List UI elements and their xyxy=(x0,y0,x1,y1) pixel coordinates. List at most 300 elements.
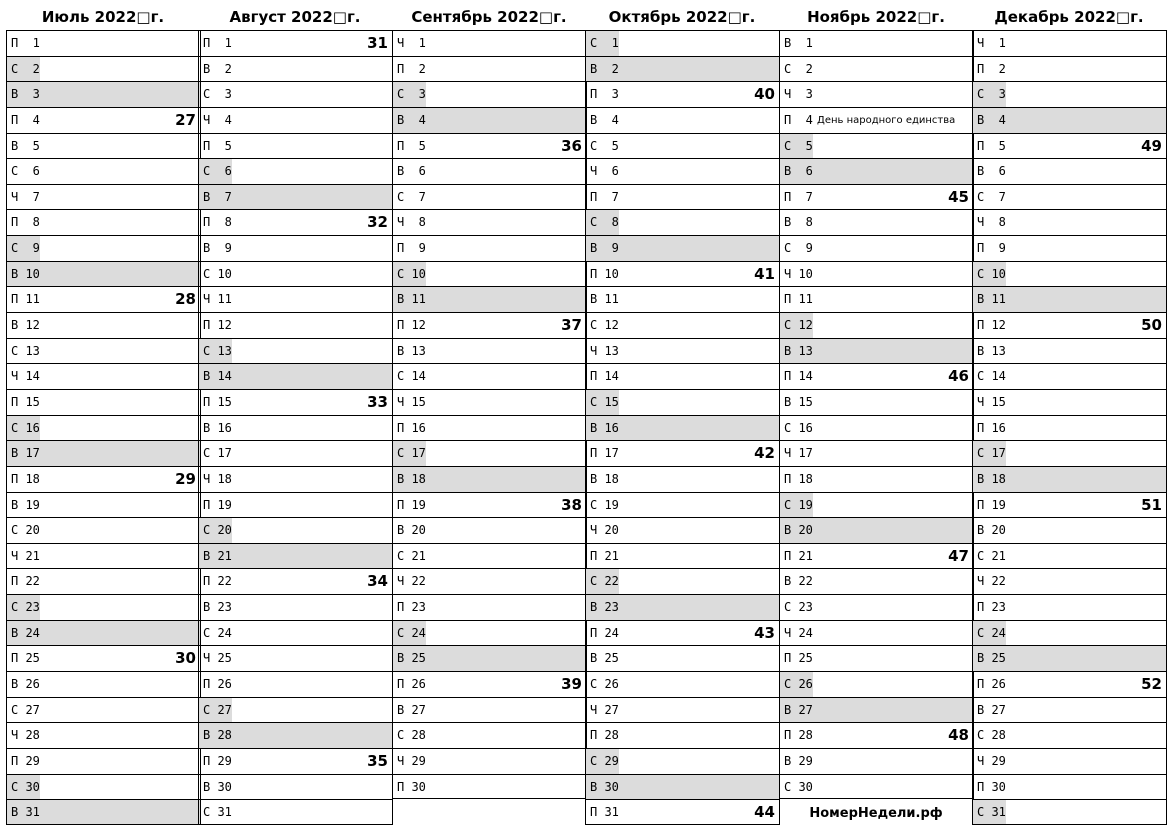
month-column xyxy=(779,0,973,827)
day-cell xyxy=(585,568,779,594)
day-label: Ч 8 xyxy=(397,215,426,230)
day-cell xyxy=(972,363,1166,389)
day-label: С 8 xyxy=(590,215,619,230)
day-label: С 7 xyxy=(397,189,426,204)
day-label: П 4 xyxy=(11,112,40,127)
day-cell xyxy=(6,56,200,82)
day-cell xyxy=(198,133,392,159)
day-label: С 3 xyxy=(397,87,426,102)
day-cell xyxy=(779,620,973,646)
day-label: С 14 xyxy=(977,369,1006,384)
day-cell xyxy=(392,312,586,338)
month-title: Июль 2022□г. xyxy=(41,8,165,26)
day-cell xyxy=(585,440,779,466)
day-label: В 13 xyxy=(977,343,1006,358)
day-label: С 28 xyxy=(397,728,426,743)
day-label: В 16 xyxy=(203,420,232,435)
column-divider xyxy=(972,30,973,825)
day-cell xyxy=(972,107,1166,133)
day-label: П 18 xyxy=(11,471,40,486)
day-label: В 13 xyxy=(784,343,813,358)
day-cell xyxy=(198,440,392,466)
day-cell xyxy=(198,286,392,312)
day-label: С 28 xyxy=(977,728,1006,743)
day-cell xyxy=(198,389,392,415)
day-cell xyxy=(585,286,779,312)
day-label: П 28 xyxy=(784,728,813,743)
day-cell xyxy=(198,209,392,235)
day-cell xyxy=(6,81,200,107)
day-cell xyxy=(392,363,586,389)
day-cell xyxy=(779,645,973,671)
week-number: 31 xyxy=(367,34,388,52)
day-cell xyxy=(972,286,1166,312)
month-column xyxy=(585,0,779,827)
day-label: Ч 1 xyxy=(977,36,1006,50)
day-cell xyxy=(779,184,973,210)
day-cell xyxy=(972,440,1166,466)
day-label: В 6 xyxy=(784,164,813,179)
day-label: В 4 xyxy=(590,112,619,127)
day-label: В 5 xyxy=(11,138,40,153)
day-label: Ч 29 xyxy=(977,753,1006,768)
week-number: 44 xyxy=(754,803,775,822)
day-label: П 4 xyxy=(784,112,813,127)
day-cell xyxy=(6,620,200,646)
day-label: В 4 xyxy=(397,112,426,127)
day-label: В 11 xyxy=(397,292,426,307)
day-cell xyxy=(392,594,586,620)
day-label: Ч 7 xyxy=(11,189,40,204)
day-cell xyxy=(585,235,779,261)
day-cell xyxy=(6,30,200,56)
day-label: П 11 xyxy=(784,292,813,307)
day-cell xyxy=(585,107,779,133)
day-cell xyxy=(392,56,586,82)
day-label: П 26 xyxy=(397,677,426,692)
day-cell xyxy=(392,286,586,312)
day-cell xyxy=(392,235,586,261)
day-cell xyxy=(779,81,973,107)
week-number: 42 xyxy=(754,444,775,463)
day-cell xyxy=(392,338,586,364)
week-number: 32 xyxy=(367,213,388,232)
day-label: С 27 xyxy=(203,702,232,717)
day-label: П 2 xyxy=(397,61,426,76)
day-cell xyxy=(972,594,1166,620)
column-divider xyxy=(779,30,780,800)
week-number: 29 xyxy=(175,469,196,488)
day-label: В 11 xyxy=(977,292,1006,307)
day-label: П 29 xyxy=(203,753,232,768)
day-label: С 3 xyxy=(203,87,232,102)
day-cell xyxy=(198,748,392,774)
day-cell xyxy=(972,645,1166,671)
day-cell xyxy=(972,799,1166,825)
week-number: 46 xyxy=(948,367,969,386)
week-number: 49 xyxy=(1141,136,1162,155)
day-label: П 10 xyxy=(590,266,619,281)
day-label: Ч 15 xyxy=(977,394,1006,409)
month-column xyxy=(972,0,1166,827)
day-cell xyxy=(972,517,1166,543)
day-label: В 27 xyxy=(784,702,813,717)
day-cell xyxy=(392,645,586,671)
day-cell xyxy=(392,722,586,748)
day-cell xyxy=(392,774,586,800)
day-label: В 3 xyxy=(11,87,40,102)
day-label: С 26 xyxy=(784,677,813,692)
day-cell xyxy=(972,722,1166,748)
day-cell xyxy=(585,415,779,441)
day-label: В 21 xyxy=(203,548,232,563)
day-label: Ч 6 xyxy=(590,164,619,179)
day-label: Ч 14 xyxy=(11,369,40,384)
day-label: Ч 24 xyxy=(784,625,813,640)
day-cell xyxy=(585,594,779,620)
day-cell xyxy=(6,440,200,466)
column-divider xyxy=(392,30,393,800)
day-label: В 18 xyxy=(397,471,426,486)
day-label: Ч 22 xyxy=(977,574,1006,589)
day-label: П 7 xyxy=(590,189,619,204)
day-label: Ч 1 xyxy=(397,36,426,50)
day-label: С 23 xyxy=(784,600,813,615)
day-label: В 23 xyxy=(590,600,619,615)
day-cell xyxy=(779,56,973,82)
day-label: С 31 xyxy=(977,805,1006,820)
day-label: П 9 xyxy=(397,241,426,256)
day-label: П 29 xyxy=(11,753,40,768)
day-cell xyxy=(392,517,586,543)
day-label: Ч 11 xyxy=(203,292,232,307)
day-label: П 16 xyxy=(977,420,1006,435)
day-cell xyxy=(392,30,586,56)
day-label: В 9 xyxy=(203,241,232,256)
day-label: П 14 xyxy=(590,369,619,384)
day-label: П 5 xyxy=(203,138,232,153)
day-cell xyxy=(198,671,392,697)
week-number: 30 xyxy=(175,649,196,668)
day-label: С 20 xyxy=(11,523,40,538)
day-label: В 31 xyxy=(11,805,40,820)
day-label: В 18 xyxy=(590,471,619,486)
day-cell xyxy=(392,543,586,569)
day-cell xyxy=(585,363,779,389)
day-cell xyxy=(198,107,392,133)
day-label: П 17 xyxy=(590,446,619,461)
day-cell xyxy=(585,748,779,774)
day-label: С 16 xyxy=(11,420,40,435)
day-label: С 10 xyxy=(977,266,1006,281)
day-cell xyxy=(972,261,1166,287)
day-cell xyxy=(972,671,1166,697)
day-cell xyxy=(779,517,973,543)
day-label: Ч 10 xyxy=(784,266,813,281)
day-label: С 21 xyxy=(397,548,426,563)
month-title: Декабрь 2022□г. xyxy=(994,8,1144,26)
day-label: П 8 xyxy=(11,215,40,230)
day-label: П 23 xyxy=(977,600,1006,615)
day-label: П 21 xyxy=(784,548,813,563)
day-cell xyxy=(972,415,1166,441)
day-cell xyxy=(198,184,392,210)
day-label: С 9 xyxy=(11,241,40,256)
day-label: С 17 xyxy=(203,446,232,461)
day-label: В 20 xyxy=(784,523,813,538)
day-label: П 1 xyxy=(11,36,40,50)
day-label: С 23 xyxy=(11,600,40,615)
day-cell xyxy=(6,389,200,415)
day-cell xyxy=(779,30,973,56)
day-label: С 15 xyxy=(590,394,619,409)
day-cell xyxy=(779,158,973,184)
day-label: Ч 25 xyxy=(203,651,232,666)
day-cell xyxy=(779,671,973,697)
day-cell xyxy=(198,645,392,671)
day-cell xyxy=(779,492,973,518)
day-label: В 20 xyxy=(397,523,426,538)
day-cell xyxy=(972,184,1166,210)
week-number: 37 xyxy=(561,316,582,335)
day-cell xyxy=(198,363,392,389)
day-cell xyxy=(198,466,392,492)
day-label: В 7 xyxy=(203,189,232,204)
day-cell xyxy=(585,389,779,415)
day-cell xyxy=(779,389,973,415)
day-cell xyxy=(6,517,200,543)
day-cell xyxy=(585,543,779,569)
day-cell xyxy=(392,158,586,184)
month-title: Сентябрь 2022□г. xyxy=(411,8,567,26)
day-label: В 13 xyxy=(397,343,426,358)
day-cell xyxy=(6,415,200,441)
day-label: С 3 xyxy=(977,87,1006,102)
day-cell xyxy=(779,235,973,261)
day-cell xyxy=(972,338,1166,364)
day-cell xyxy=(392,671,586,697)
day-label: В 30 xyxy=(590,779,619,794)
day-cell xyxy=(198,81,392,107)
holiday-note: День народного единства xyxy=(817,114,956,126)
day-label: П 28 xyxy=(590,728,619,743)
day-label: П 11 xyxy=(11,292,40,307)
day-label: С 22 xyxy=(590,574,619,589)
day-cell xyxy=(6,312,200,338)
day-label: С 14 xyxy=(397,369,426,384)
day-label: Ч 15 xyxy=(397,394,426,409)
day-cell xyxy=(392,81,586,107)
day-label: С 17 xyxy=(977,446,1006,461)
month-title: Октябрь 2022□г. xyxy=(608,8,756,26)
day-cell xyxy=(779,697,973,723)
week-number: 34 xyxy=(367,572,388,591)
week-number: 52 xyxy=(1141,675,1162,694)
week-number: 40 xyxy=(754,85,775,104)
day-label: В 14 xyxy=(203,369,232,384)
day-label: С 30 xyxy=(11,779,40,794)
day-cell xyxy=(779,466,973,492)
day-label: В 4 xyxy=(977,112,1006,127)
day-cell xyxy=(6,286,200,312)
day-cell xyxy=(972,133,1166,159)
day-cell xyxy=(198,697,392,723)
day-cell xyxy=(585,133,779,159)
day-label: П 31 xyxy=(590,805,619,820)
day-label: В 27 xyxy=(977,702,1006,717)
day-cell xyxy=(6,722,200,748)
day-label: В 27 xyxy=(397,702,426,717)
day-label: В 1 xyxy=(784,36,813,50)
day-label: Ч 4 xyxy=(203,112,232,127)
day-cell xyxy=(198,261,392,287)
day-cell xyxy=(6,184,200,210)
day-label: С 1 xyxy=(590,36,619,50)
day-cell xyxy=(198,517,392,543)
week-number: 48 xyxy=(948,726,969,745)
day-label: В 24 xyxy=(11,625,40,640)
day-cell xyxy=(585,620,779,646)
day-cell xyxy=(6,158,200,184)
day-cell xyxy=(198,56,392,82)
day-cell xyxy=(972,492,1166,518)
day-label: В 28 xyxy=(203,728,232,743)
day-cell xyxy=(6,133,200,159)
day-label: С 7 xyxy=(977,189,1006,204)
day-cell xyxy=(972,748,1166,774)
day-label: П 15 xyxy=(203,394,232,409)
day-cell xyxy=(392,389,586,415)
day-label: Ч 20 xyxy=(590,523,619,538)
week-number: 28 xyxy=(175,290,196,309)
week-number: 50 xyxy=(1141,316,1162,335)
day-cell xyxy=(779,107,973,133)
day-label: П 19 xyxy=(977,497,1006,512)
week-number: 47 xyxy=(948,546,969,565)
day-label: С 31 xyxy=(203,805,232,820)
day-cell xyxy=(779,261,973,287)
day-cell xyxy=(585,517,779,543)
day-label: С 29 xyxy=(590,753,619,768)
week-number: 45 xyxy=(948,187,969,206)
day-cell xyxy=(198,158,392,184)
day-label: С 20 xyxy=(203,523,232,538)
day-cell xyxy=(6,697,200,723)
day-cell xyxy=(972,568,1166,594)
day-label: П 5 xyxy=(977,138,1006,153)
day-label: П 25 xyxy=(784,651,813,666)
day-label: П 7 xyxy=(784,189,813,204)
day-cell xyxy=(585,30,779,56)
day-label: В 12 xyxy=(11,318,40,333)
day-label: С 21 xyxy=(977,548,1006,563)
day-label: С 12 xyxy=(590,318,619,333)
day-cell xyxy=(585,697,779,723)
day-cell xyxy=(585,184,779,210)
day-cell xyxy=(972,466,1166,492)
day-label: В 17 xyxy=(11,446,40,461)
column-divider xyxy=(198,30,199,825)
day-cell xyxy=(198,492,392,518)
day-label: В 30 xyxy=(203,779,232,794)
day-label: С 30 xyxy=(784,779,813,794)
day-cell xyxy=(392,261,586,287)
day-label: С 24 xyxy=(977,625,1006,640)
day-label: С 2 xyxy=(11,61,40,76)
day-label: С 13 xyxy=(11,343,40,358)
day-cell xyxy=(6,748,200,774)
day-cell xyxy=(972,774,1166,800)
day-cell xyxy=(972,235,1166,261)
day-label: С 24 xyxy=(203,625,232,640)
day-label: Ч 13 xyxy=(590,343,619,358)
day-label: Ч 21 xyxy=(11,548,40,563)
month-column xyxy=(392,0,586,827)
day-cell xyxy=(972,389,1166,415)
day-label: Ч 18 xyxy=(203,471,232,486)
day-label: С 13 xyxy=(203,343,232,358)
day-cell xyxy=(585,209,779,235)
day-cell xyxy=(198,543,392,569)
day-label: Ч 17 xyxy=(784,446,813,461)
week-number: 27 xyxy=(175,110,196,129)
day-label: П 14 xyxy=(784,369,813,384)
day-cell xyxy=(198,774,392,800)
day-cell xyxy=(972,81,1166,107)
day-label: П 24 xyxy=(590,625,619,640)
day-label: В 15 xyxy=(784,394,813,409)
day-cell xyxy=(972,30,1166,56)
day-cell xyxy=(972,620,1166,646)
day-label: С 5 xyxy=(784,138,813,153)
day-cell xyxy=(585,312,779,338)
day-cell xyxy=(392,492,586,518)
day-cell xyxy=(6,799,200,825)
day-cell xyxy=(392,415,586,441)
site-footer: НомерНедели.рф xyxy=(809,805,943,821)
day-cell xyxy=(585,722,779,748)
day-label: В 19 xyxy=(11,497,40,512)
day-cell xyxy=(6,466,200,492)
day-label: С 10 xyxy=(203,266,232,281)
day-cell xyxy=(779,363,973,389)
week-number: 41 xyxy=(754,264,775,283)
day-label: С 16 xyxy=(784,420,813,435)
day-cell xyxy=(6,645,200,671)
week-number: 39 xyxy=(561,675,582,694)
month-column xyxy=(6,0,200,827)
day-cell xyxy=(6,338,200,364)
day-cell xyxy=(6,492,200,518)
day-label: В 23 xyxy=(203,600,232,615)
month-title: Август 2022□г. xyxy=(229,8,361,26)
week-number: 36 xyxy=(561,136,582,155)
day-label: Ч 29 xyxy=(397,753,426,768)
day-cell xyxy=(585,158,779,184)
day-cell xyxy=(6,671,200,697)
day-cell xyxy=(585,261,779,287)
day-label: В 2 xyxy=(590,61,619,76)
day-label: С 9 xyxy=(784,241,813,256)
day-label: Ч 28 xyxy=(11,728,40,743)
day-label: П 8 xyxy=(203,215,232,230)
day-cell xyxy=(585,492,779,518)
day-cell xyxy=(972,312,1166,338)
day-label: С 19 xyxy=(590,497,619,512)
day-label: В 10 xyxy=(11,266,40,281)
day-label: П 22 xyxy=(203,574,232,589)
day-cell xyxy=(585,645,779,671)
